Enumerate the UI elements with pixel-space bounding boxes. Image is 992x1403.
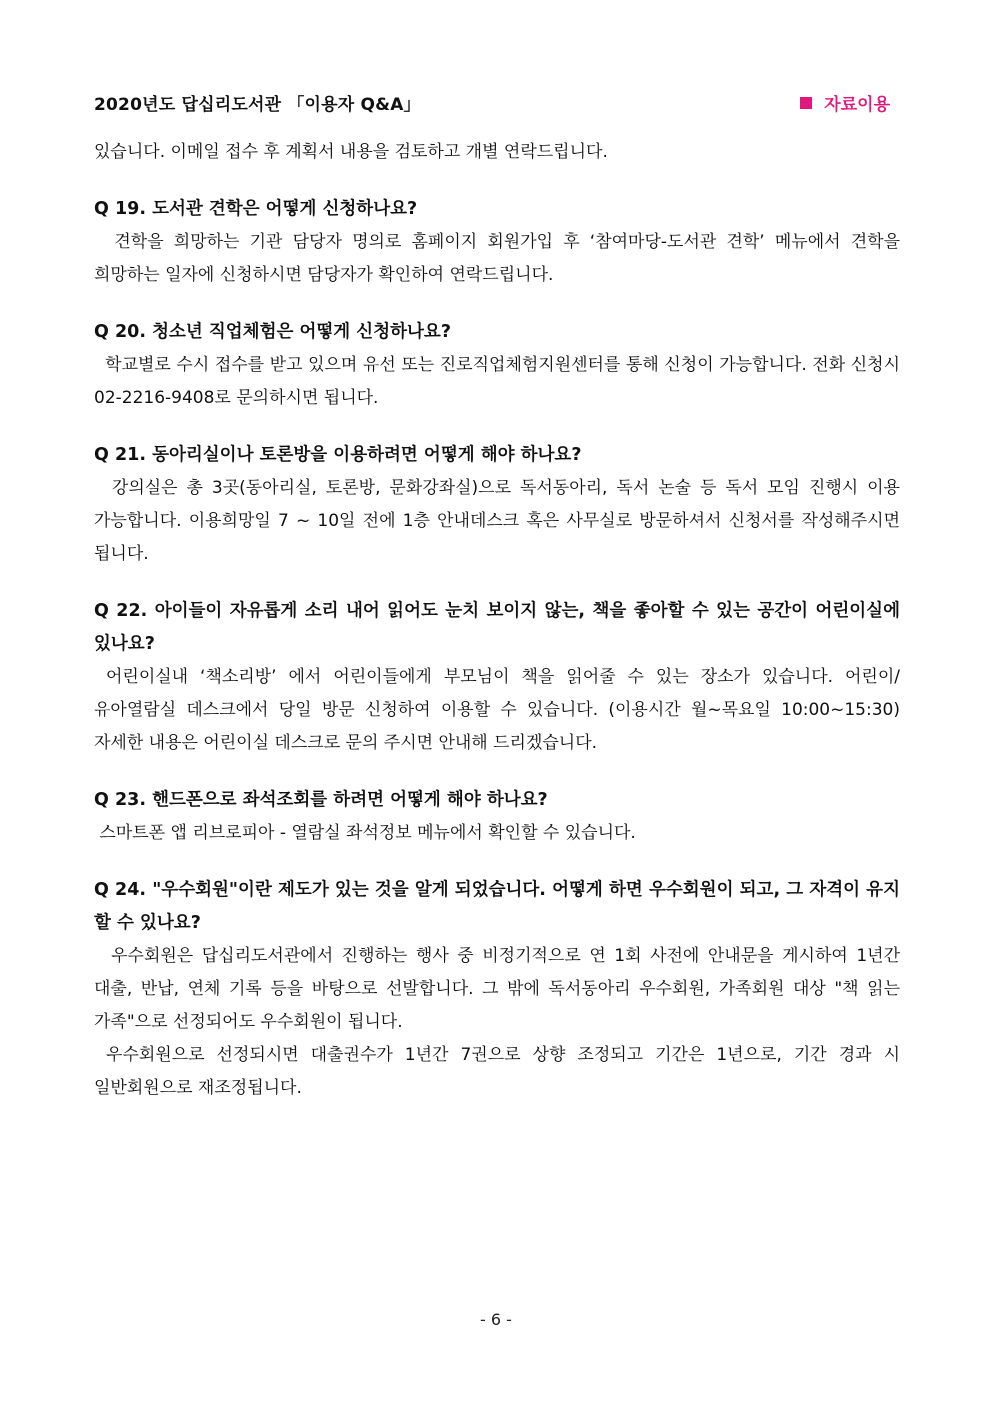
- qa-item-19: [94, 193, 906, 292]
- question: Q 19. 도서관 견학은 어떻게 신청하나요?: [94, 199, 418, 219]
- page-header: [94, 90, 898, 118]
- answer: 스마트폰 앱 리브로피아 - 열람실 좌석정보 메뉴에서 확인할 수 있습니다.: [94, 823, 636, 843]
- document-title: 2020년도 답십리도서관 「이용자 Q&A」: [94, 95, 421, 115]
- question: Q 23. 핸드폰으로 좌석조회를 하려면 어떻게 해야 하나요?: [94, 790, 548, 810]
- section-label-text: 자료이용: [824, 95, 890, 115]
- intro-paragraph: 있습니다. 이메일 접수 후 계획서 내용을 검토하고 개별 연락드립니다.: [94, 142, 608, 162]
- qa-item-20: [94, 316, 906, 415]
- document-body: [94, 136, 906, 1105]
- page-number: - 6 -: [480, 1310, 512, 1329]
- answer: 견학을 희망하는 기관 담당자 명의로 홈페이지 회원가입 후 ‘참여마당-도서관 견학’ 메뉴에서 견학을 희망하는 일자에 신청하시면 담당자가 확인하여 연락드립니다.: [94, 232, 906, 285]
- answer: 우수회원으로 선정되시면 대출권수가 1년간 7권으로 상향 조정되고 기간은 1년으로, 기간 경과 시 일반회원으로 재조정됩니다.: [94, 1045, 906, 1098]
- answer: 학교별로 수시 접수를 받고 있으며 유선 또는 진로직업체험지원센터를 통해 신청이 가능합니다. 전화 신청시 02-2216-9408로 문의하시면 됩니다.: [94, 355, 906, 408]
- square-icon: [800, 97, 812, 109]
- answer: 강의실은 총 3곳(동아리실, 토론방, 문화강좌실)으로 독서동아리, 독서 논술 등 독서 모임 진행시 이용 가능합니다. 이용희망일 7 ~ 10일 전에 1층 안내데스크 혹은 사무실로 방문하셔서 신청서를 작성해주시면 됩니다.: [94, 478, 906, 564]
- qa-item-24: [94, 874, 906, 1105]
- section-label: [800, 90, 890, 115]
- qa-item-22: [94, 595, 906, 760]
- qa-item-23: [94, 784, 900, 850]
- qa-item-21: [94, 439, 906, 571]
- question: Q 24. "우수회원"이란 제도가 있는 것을 알게 되었습니다. 어떻게 하면 우수회원이 되고, 그 자격이 유지할 수 있나요?: [94, 880, 900, 933]
- answer: 우수회원은 답십리도서관에서 진행하는 행사 중 비정기적으로 연 1회 사전에 안내문을 게시하여 1년간 대출, 반납, 연체 기록 등을 바탕으로 선발합니다. 그 밖에 독서동아리 우수회원, 가족회원 대상 "책 읽는 가족"으로 선정되어도 우수회원이 됩니다.: [94, 946, 906, 1032]
- question: Q 20. 청소년 직업체험은 어떻게 신청하나요?: [94, 322, 451, 342]
- answer: 어린이실내 ‘책소리방’ 에서 어린이들에게 부모님이 책을 읽어줄 수 있는 장소가 있습니다. 어린이/유아열람실 데스크에서 당일 방문 신청하여 이용할 수 있습니다. (이용시간 월~목요일 10:00~15:30) 자세한 내용은 어린이실 데스크로 문의 주시면 안내해 드리겠습니다.: [94, 667, 906, 753]
- question: Q 22. 아이들이 자유롭게 소리 내어 읽어도 눈치 보이지 않는, 책을 좋아할 수 있는 공간이 어린이실에 있나요?: [94, 601, 900, 654]
- question: Q 21. 동아리실이나 토론방을 이용하려면 어떻게 해야 하나요?: [94, 445, 582, 465]
